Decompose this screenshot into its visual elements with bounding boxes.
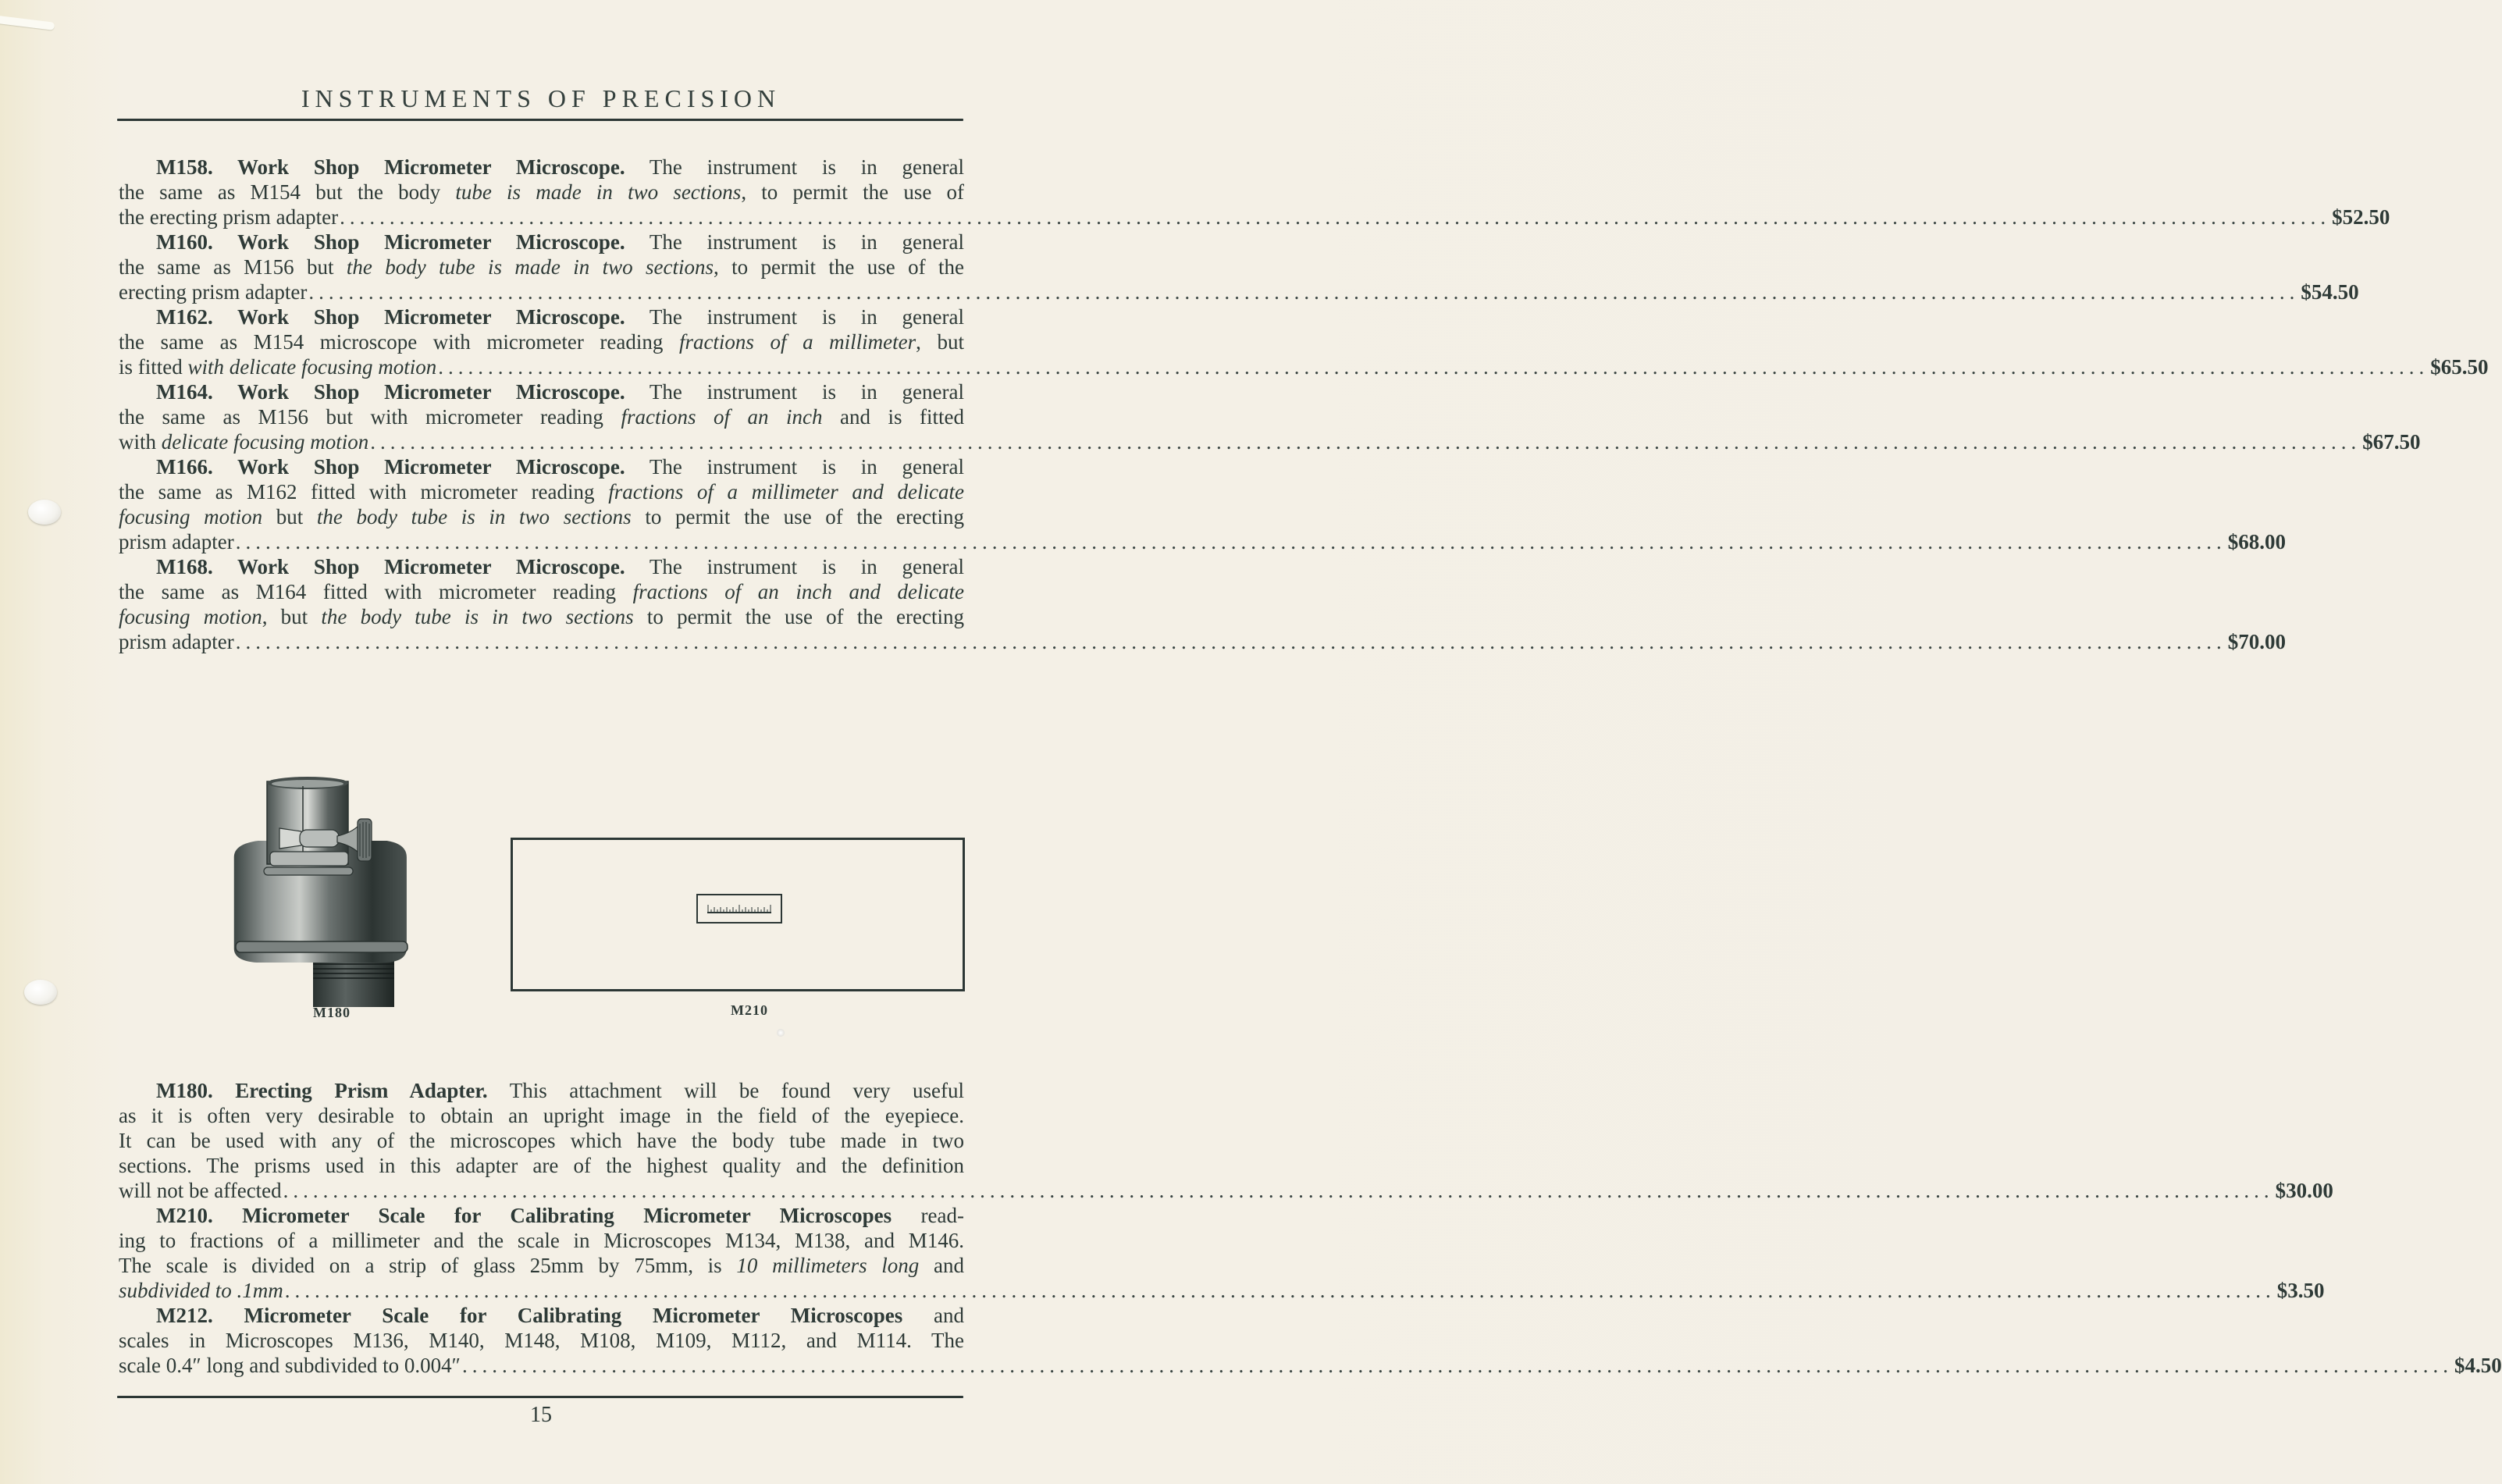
entry-price-line <box>119 429 2421 454</box>
entry-title: M210. Micrometer Scale for Calibrating Micrometer Microscopes <box>156 1204 892 1227</box>
leader-dots: ........................................................................................................................................................................................................ <box>340 205 2331 229</box>
entry-text: The instrument is in general <box>625 230 964 254</box>
entry-italic-text: with delicate focusing motion <box>187 355 437 379</box>
entry-text: sections. The prisms used in this adapter are of the highest quality and the definition <box>119 1154 964 1177</box>
entry-text: , but <box>262 605 322 628</box>
entry-italic-text: fractions of a millimeter <box>678 330 916 354</box>
entry-text: The instrument is in general <box>625 555 964 578</box>
entry-text-line <box>119 579 964 604</box>
entry-text: the same as M154 but the body <box>119 180 456 204</box>
catalog-entries-bottom <box>119 1078 2502 1378</box>
entry-text: read- <box>892 1204 964 1227</box>
entry-final-text <box>119 354 436 379</box>
entry-italic-text: fractions of an inch <box>621 405 823 429</box>
entry-italic-text: focusing motion <box>119 605 262 628</box>
catalog-entry <box>119 554 2286 654</box>
catalog-entry <box>119 304 2489 379</box>
m180-thread <box>313 959 394 1007</box>
entry-final-text <box>119 279 307 304</box>
entry-italic-text: delicate focusing motion <box>161 430 369 454</box>
paper-scratch-mark <box>0 15 55 30</box>
leader-dots: ........................................................................................................................................................................................................ <box>461 1354 2453 1377</box>
leader-dots: ........................................................................................................................................................................................................ <box>235 630 2226 653</box>
entry-italic-text: the body tube is made in two sections <box>346 255 714 279</box>
catalog-entry <box>119 230 2359 304</box>
entry-price: $67.50 <box>2362 430 2421 454</box>
leader-dots: ........................................................................................................................................................................................................ <box>370 430 2361 454</box>
entry-final-text <box>119 1178 282 1203</box>
leader-dots: ........................................................................................................................................................................................................ <box>283 1179 2274 1202</box>
m180-figure-label: M180 <box>313 1005 351 1020</box>
entry-price-line <box>119 629 2286 654</box>
entry-text-line <box>119 479 964 504</box>
catalog-entry <box>119 454 2286 554</box>
entry-price: $70.00 <box>2227 630 2286 653</box>
entry-title: M168. Work Shop Micrometer Microscope. <box>156 555 625 578</box>
catalog-entries-top <box>119 155 2489 654</box>
entry-title: M164. Work Shop Micrometer Microscope. <box>156 380 625 404</box>
binder-hole-lower <box>24 980 57 1005</box>
entry-text-line <box>119 1328 964 1353</box>
entry-text: and <box>919 1254 964 1277</box>
entry-text-line <box>119 254 964 279</box>
entry-heading-line <box>119 1078 964 1103</box>
entry-text-line <box>119 604 964 629</box>
entry-final-text <box>119 629 234 654</box>
entry-heading-line <box>119 155 964 180</box>
entry-final-text <box>119 529 234 554</box>
catalog-entry <box>119 1078 2333 1203</box>
entry-text: and <box>902 1304 964 1327</box>
entry-price: $3.50 <box>2276 1279 2325 1302</box>
entry-heading-line <box>119 554 964 579</box>
leader-dots: ........................................................................................................................................................................................................ <box>438 355 2429 379</box>
entry-text: scale 0.4″ long and subdivided to 0.004″ <box>119 1354 461 1377</box>
m180-prism-adapter-image <box>234 775 412 984</box>
entry-text: The instrument is in general <box>625 155 964 179</box>
entry-price-line <box>119 279 2359 304</box>
entry-text: The scale is divided on a strip of glass 25mm by 75mm, is <box>119 1254 737 1277</box>
entry-price-line <box>119 205 2390 230</box>
entry-text: It can be used with any of the microscopes which have the body tube made in two <box>119 1129 964 1152</box>
entry-price-line <box>119 529 2286 554</box>
entry-text-line <box>119 1228 964 1253</box>
entry-text: the same as M156 but <box>119 255 347 279</box>
entry-text: , but <box>916 330 964 354</box>
entry-text: but <box>262 505 317 528</box>
entry-italic-text: the body tube is in two sections <box>321 605 634 628</box>
entry-title: M160. Work Shop Micrometer Microscope. <box>156 230 625 254</box>
entry-text-line <box>119 1153 964 1178</box>
entry-final-text <box>119 429 368 454</box>
entry-italic-text: subdivided to .1mm <box>119 1279 283 1302</box>
entry-heading-line <box>119 1303 964 1328</box>
m210-scale-ticks <box>707 904 773 915</box>
entry-text-line <box>119 404 964 429</box>
entry-italic-text: focusing motion <box>119 505 263 528</box>
entry-text-line <box>119 504 964 529</box>
footer-rule <box>117 1396 963 1398</box>
page-header-title: INSTRUMENTS OF PRECISION <box>301 84 781 112</box>
entry-text: The instrument is in general <box>625 305 964 329</box>
entry-text: the erecting prism adapter <box>119 205 339 229</box>
entry-text-line <box>119 1103 964 1128</box>
entry-price-line <box>119 1178 2333 1203</box>
entry-italic-text: the body tube is in two sections <box>316 505 632 528</box>
entry-title: M158. Work Shop Micrometer Microscope. <box>156 155 625 179</box>
entry-text: is fitted <box>119 355 188 379</box>
entry-price: $4.50 <box>2454 1354 2502 1377</box>
entry-text: the same as M162 fitted with micrometer reading <box>119 480 609 504</box>
entry-price-line <box>119 1353 2502 1378</box>
entry-text: with <box>119 430 162 454</box>
entry-italic-text: 10 millimeters long <box>736 1254 920 1277</box>
entry-text-line <box>119 329 964 354</box>
entry-text: , to permit the use of the <box>714 255 964 279</box>
entry-text: the same as M156 but with micrometer reading <box>119 405 621 429</box>
entry-heading-line <box>119 304 964 329</box>
entry-italic-text: fractions of an inch and delicate <box>632 580 965 603</box>
entry-text-line <box>119 180 964 205</box>
catalog-entry <box>119 155 2390 230</box>
entry-text: scales in Microscopes M136, M140, M148, M108, M109, M112, and M114. The <box>119 1329 964 1352</box>
entry-text: , to permit the use of <box>741 180 964 204</box>
entry-text: The instrument is in general <box>625 455 964 479</box>
entry-heading-line <box>119 379 964 404</box>
entry-heading-line <box>119 1203 964 1228</box>
entry-text: ing to fractions of a millimeter and the scale in Microscopes M134, M138, and M146. <box>119 1229 964 1252</box>
entry-title: M166. Work Shop Micrometer Microscope. <box>156 455 625 479</box>
entry-text: prism adapter <box>119 530 234 553</box>
entry-price-line <box>119 1278 2325 1303</box>
entry-heading-line <box>119 454 964 479</box>
leader-dots: ........................................................................................................................................................................................................ <box>235 530 2226 553</box>
entry-text-line <box>119 1128 964 1153</box>
header-rule <box>117 119 963 121</box>
entry-text: This attachment will be found very useful <box>487 1079 964 1102</box>
paper-speck <box>777 1029 785 1037</box>
entry-final-text <box>119 1278 283 1303</box>
entry-text: the same as M164 fitted with micrometer reading <box>119 580 633 603</box>
entry-text: to permit the use of the erecting <box>633 605 964 628</box>
catalog-entry <box>119 379 2421 454</box>
entry-heading-line <box>119 230 964 254</box>
entry-text: and is fitted <box>822 405 964 429</box>
entry-final-text <box>119 1353 461 1378</box>
catalog-entry <box>119 1203 2325 1303</box>
entry-text: will not be affected <box>119 1179 282 1202</box>
entry-title: M180. Erecting Prism Adapter. <box>156 1079 488 1102</box>
entry-title: M162. Work Shop Micrometer Microscope. <box>156 305 625 329</box>
entry-italic-text: tube is made in two sections <box>455 180 742 204</box>
binder-hole-upper <box>28 500 61 525</box>
catalog-entry <box>119 1303 2502 1378</box>
entry-text: prism adapter <box>119 630 234 653</box>
entry-text: erecting prism adapter <box>119 280 308 304</box>
entry-price: $65.50 <box>2430 355 2489 379</box>
entry-text: The instrument is in general <box>625 380 964 404</box>
entry-price: $52.50 <box>2332 205 2390 229</box>
m210-figure-label: M210 <box>731 1002 768 1018</box>
leader-dots: ........................................................................................................................................................................................................ <box>308 280 2300 304</box>
page-number: 15 <box>530 1403 552 1427</box>
entry-text-line <box>119 1253 964 1278</box>
entry-text: to permit the use of the erecting <box>631 505 964 528</box>
entry-text: as it is often very desirable to obtain an upright image in the field of the eyepiece. <box>119 1104 964 1127</box>
leader-dots: ........................................................................................................................................................................................................ <box>284 1279 2276 1302</box>
entry-price-line <box>119 354 2489 379</box>
entry-text: the same as M154 microscope with micrometer reading <box>119 330 679 354</box>
entry-italic-text: fractions of a millimeter and delicate <box>608 480 964 504</box>
entry-title: M212. Micrometer Scale for Calibrating Micrometer Microscopes <box>156 1304 903 1327</box>
entry-price: $30.00 <box>2275 1179 2333 1202</box>
entry-price: $54.50 <box>2301 280 2359 304</box>
entry-final-text <box>119 205 338 230</box>
entry-price: $68.00 <box>2227 530 2286 553</box>
